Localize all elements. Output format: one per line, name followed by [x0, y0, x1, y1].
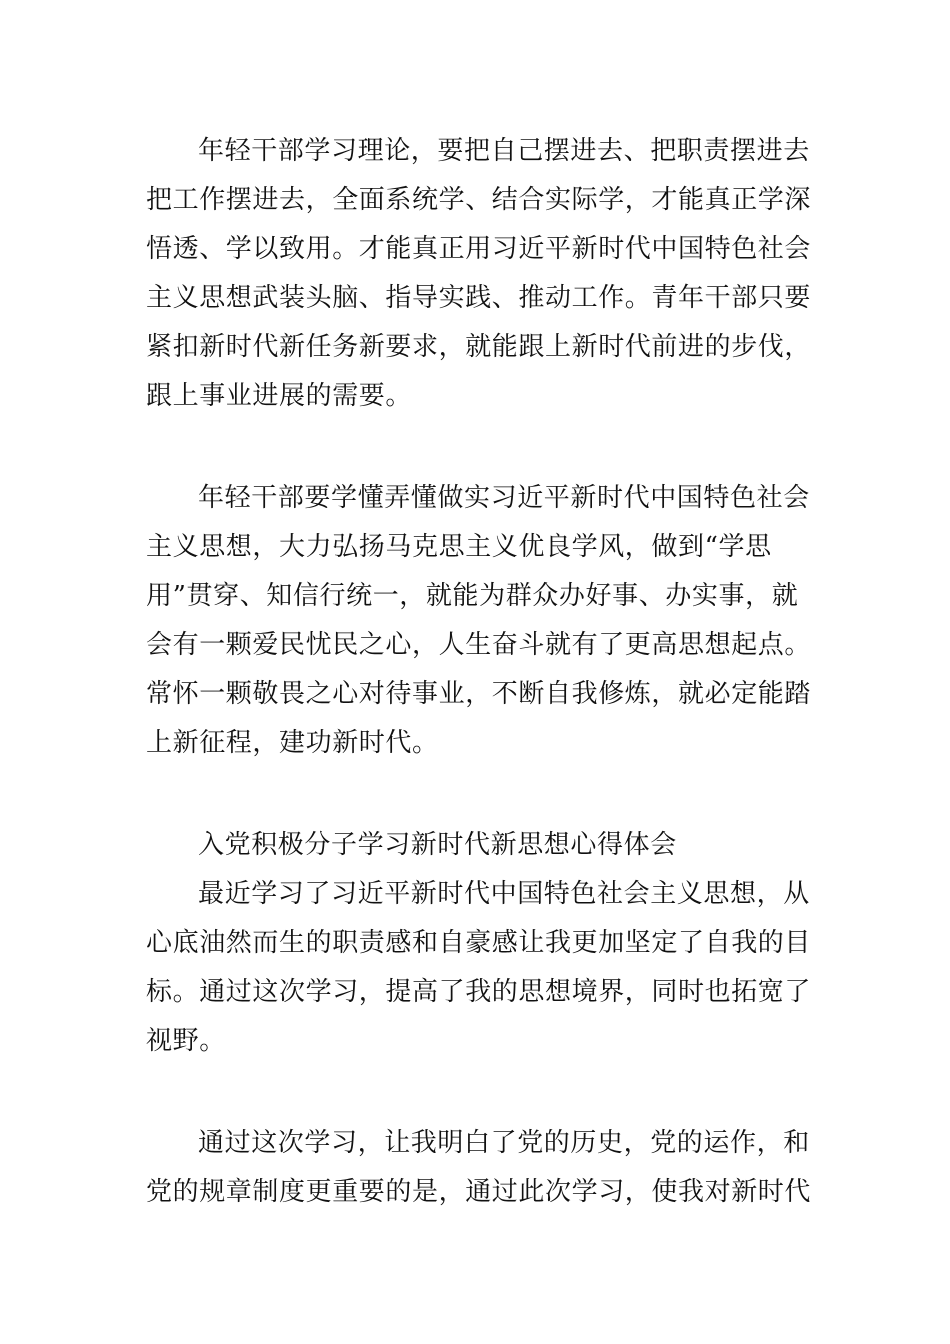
paragraph-3-line-4: 视野。 — [146, 1026, 226, 1056]
paragraph-2-line-6: 上新征程，建功新时代。 — [146, 728, 439, 758]
paragraph-3-line-3: 标。通过这次学习，提高了我的思想境界，同时也拓宽了 — [146, 977, 812, 1007]
paragraph-3-line-2: 心底油然而生的职责感和自豪感让我更加坚定了自我的目 — [146, 928, 812, 958]
paragraph-4-line-2: 党的规章制度更重要的是，通过此次学习，使我对新时代 — [146, 1177, 812, 1207]
paragraph-2-line-4: 会有一颗爱民忧民之心，人生奋斗就有了更高思想起点。 — [146, 630, 812, 660]
paragraph-1-line-2: 把工作摆进去，全面系统学、结合实际学，才能真正学深 — [146, 185, 812, 215]
paragraph-1-line-3: 悟透、学以致用。才能真正用习近平新时代中国特色社会 — [146, 234, 812, 264]
paragraph-4-line-1: 通过这次学习，让我明白了党的历史，党的运作，和 — [198, 1128, 810, 1158]
paragraph-2-line-5: 常怀一颗敬畏之心对待事业，不断自我修炼，就必定能踏 — [146, 679, 812, 709]
paragraph-2-line-2: 主义思想，大力弘扬马克思主义优良学风，做到“学思 — [146, 532, 772, 562]
paragraph-1-line-5: 紧扣新时代新任务新要求，就能跟上新时代前进的步伐， — [146, 332, 812, 362]
paragraph-1-line-4: 主义思想武装头脑、指导实践、推动工作。青年干部只要 — [146, 283, 812, 313]
paragraph-3-line-1: 最近学习了习近平新时代中国特色社会主义思想，从 — [198, 879, 810, 909]
paragraph-2-line-3: 用”贯穿、知信行统一，就能为群众办好事、办实事，就 — [146, 581, 799, 611]
paragraph-2-line-1: 年轻干部要学懂弄懂做实习近平新时代中国特色社会 — [198, 483, 810, 513]
paragraph-1-line-1: 年轻干部学习理论，要把自己摆进去、把职责摆进去 — [198, 136, 810, 166]
section-heading: 入党积极分子学习新时代新思想心得体会 — [198, 830, 677, 860]
paragraph-1-line-6: 跟上事业进展的需要。 — [146, 381, 413, 411]
